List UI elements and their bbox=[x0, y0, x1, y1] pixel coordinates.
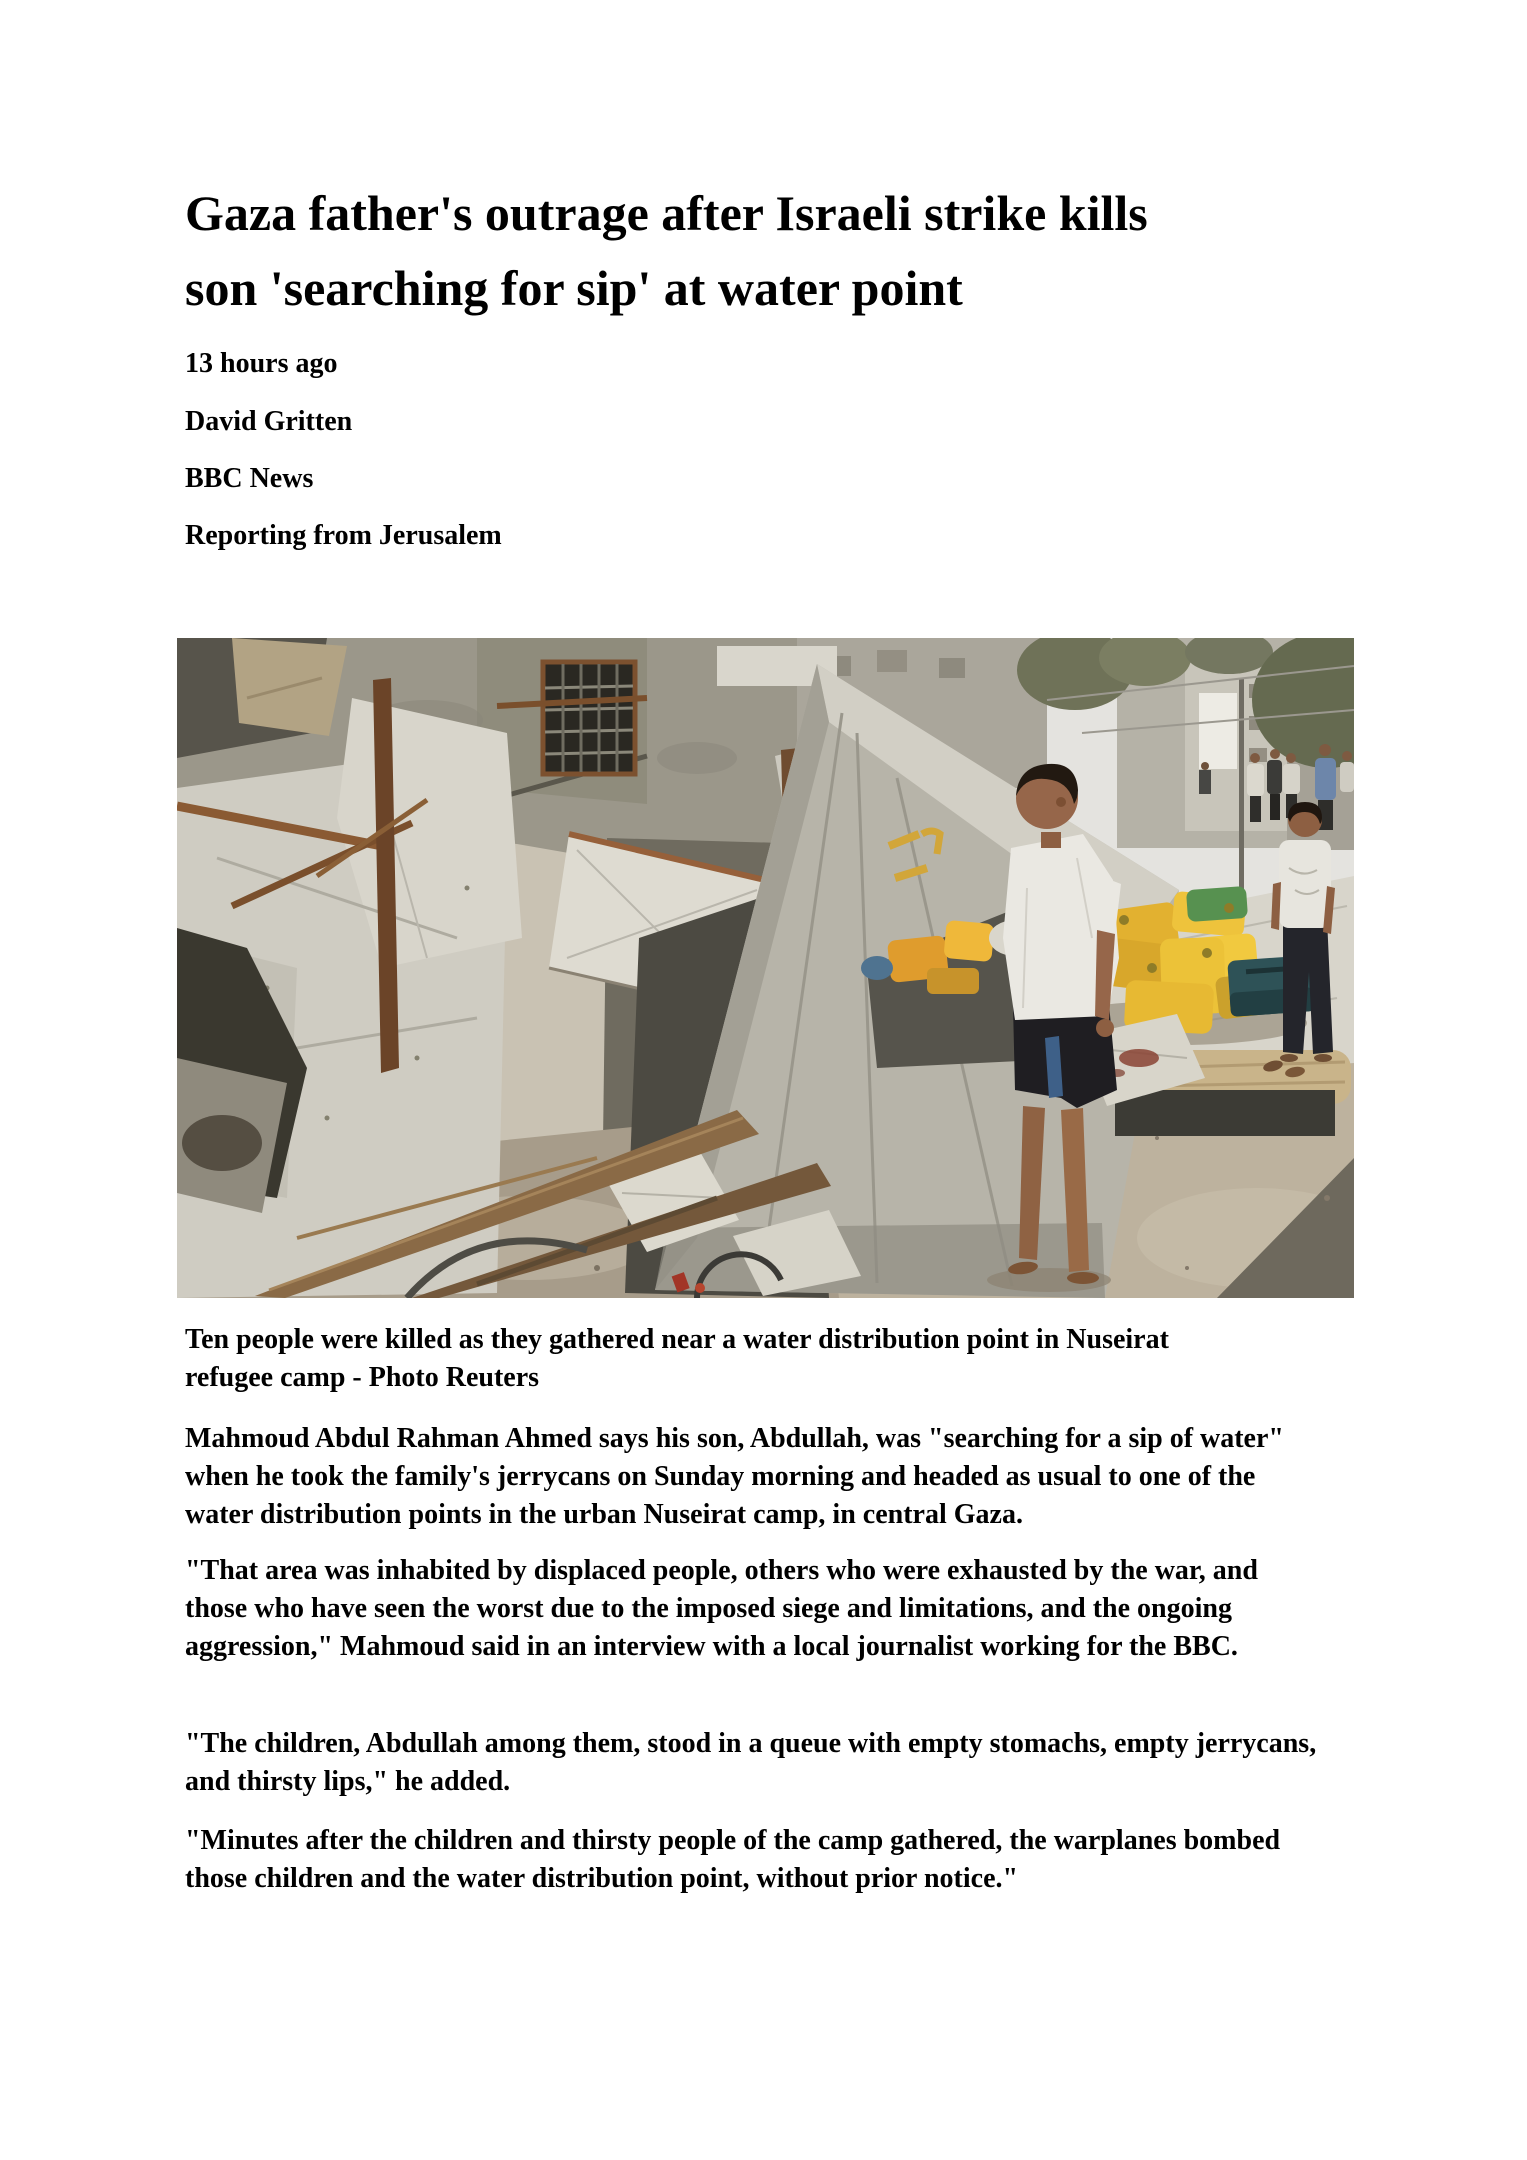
photo-caption bbox=[185, 1321, 1325, 1397]
article-title bbox=[185, 176, 1325, 326]
article-paragraph-4: "Minutes after the children and thirsty people of the camp gathered, the warplanes bombed those children and the water distribution point, without prior notice." bbox=[185, 1825, 1281, 1894]
article-paragraph-1: Mahmoud Abdul Rahman Ahmed says his son, Abdullah, was "searching for a sip of water" when he took the family's jerrycans on Sunday morning and headed as usual to one of the water distribution points in the urban Nuseirat camp, in central Gaza. bbox=[185, 1423, 1284, 1530]
article-photo bbox=[177, 638, 1354, 1298]
article-title-line-1: Gaza father's outrage after Israeli strike kills bbox=[185, 185, 1148, 241]
photo-caption-line-2: refugee camp - Photo Reuters bbox=[185, 1362, 540, 1393]
article-title-line-2: son 'searching for sip' at water point bbox=[185, 260, 963, 316]
article-author: David Gritten bbox=[185, 406, 353, 437]
article-paragraph-3: "The children, Abdullah among them, stood in a queue with empty stomachs, empty jerrycans, and thirsty lips," he added. bbox=[185, 1728, 1317, 1797]
article-paragraph-2: "That area was inhabited by displaced people, others who were exhausted by the war, and those who have seen the worst due to the imposed siege and limitations, and the ongoing aggression," Mahmoud said in an interview with a local journalist working for the BBC. bbox=[185, 1555, 1258, 1662]
article-timestamp: 13 hours ago bbox=[185, 348, 338, 379]
photo-caption-line-1: Ten people were killed as they gathered near a water distribution point in Nuseirat bbox=[185, 1324, 1169, 1355]
article-photo-illustration bbox=[177, 638, 1354, 1298]
article-reporting-location: Reporting from Jerusalem bbox=[185, 520, 502, 551]
article-source: BBC News bbox=[185, 463, 314, 494]
